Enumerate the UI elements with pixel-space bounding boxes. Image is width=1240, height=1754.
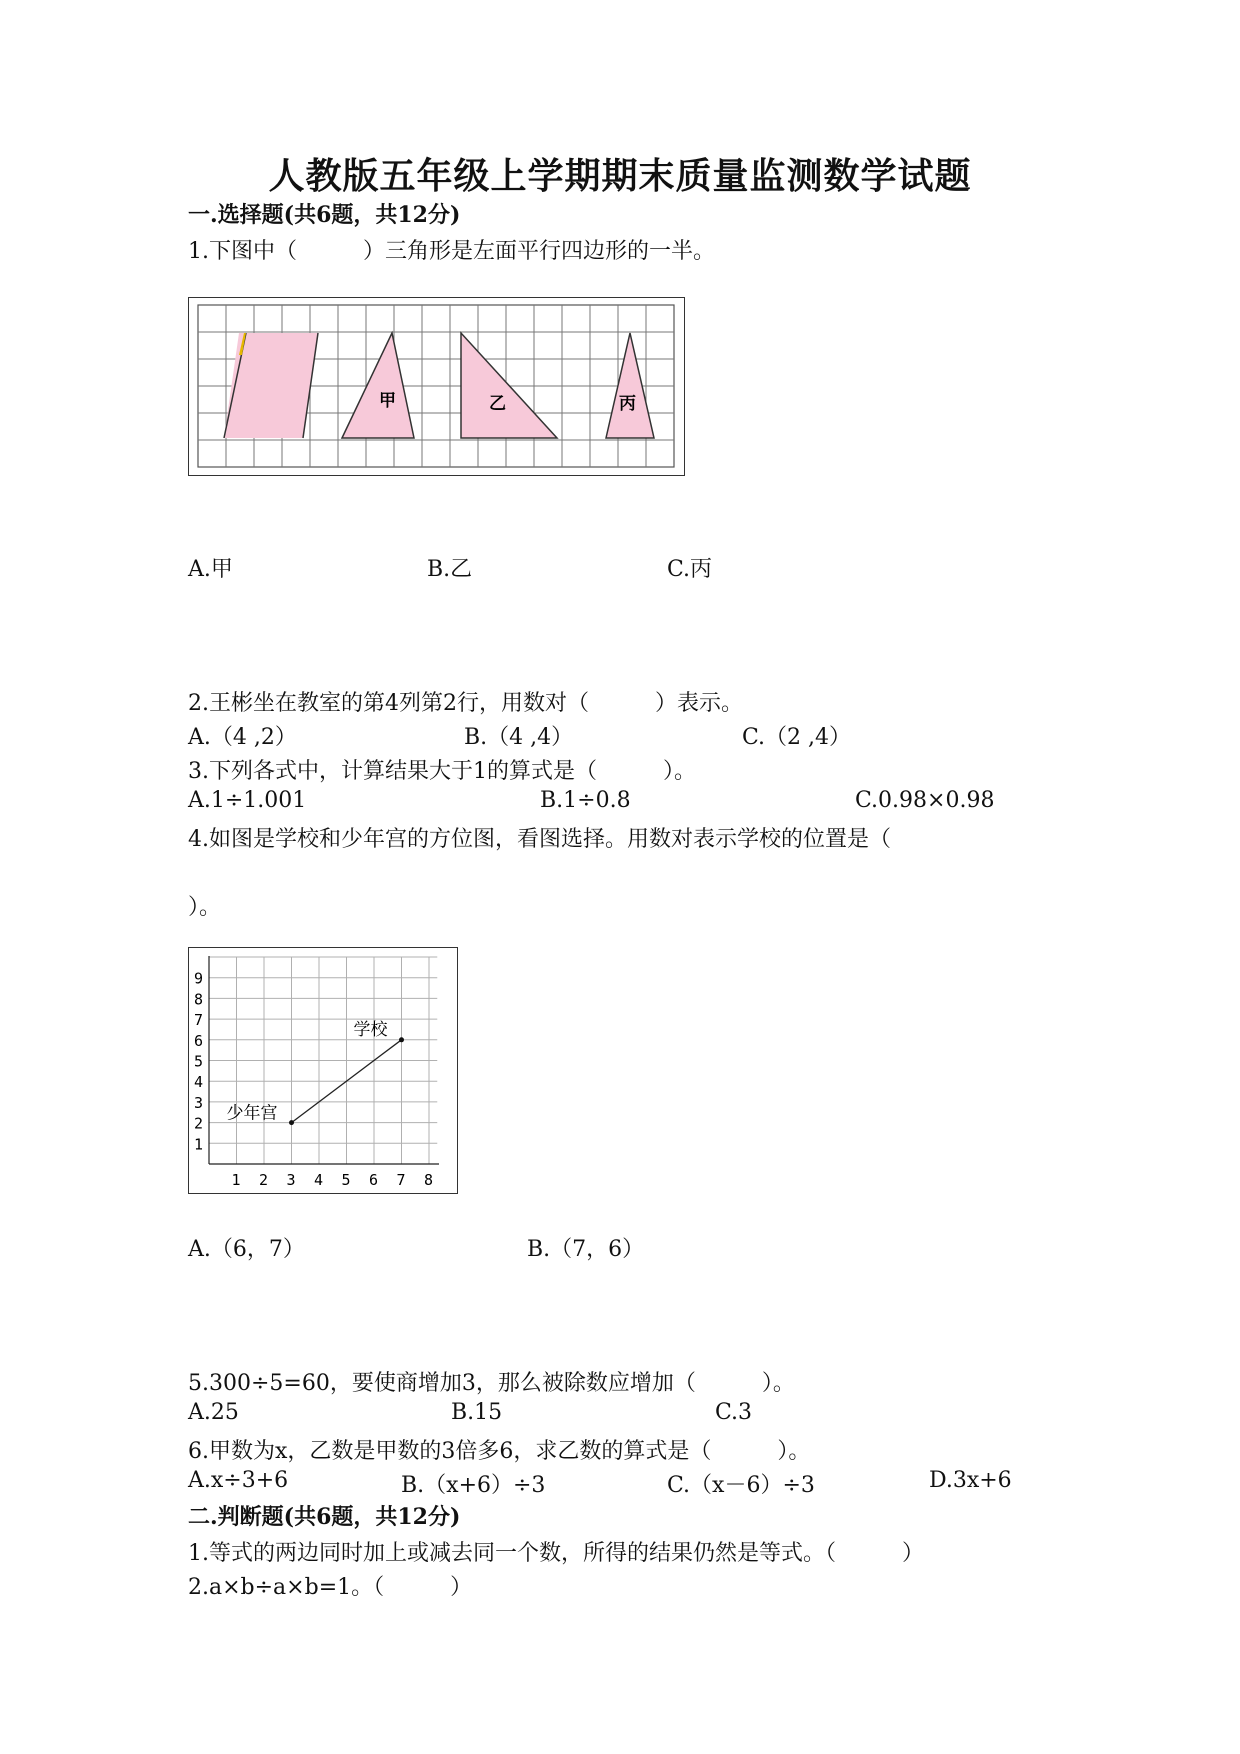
x-tick-label: 7 <box>396 1171 406 1189</box>
school-label: 学校 <box>353 1019 388 1040</box>
q3-option-a[interactable]: A.1÷1.001 <box>188 788 307 813</box>
q5-option-a[interactable]: A.25 <box>188 1400 239 1425</box>
q5-option-c[interactable]: C.3 <box>715 1400 753 1425</box>
x-tick-label: 6 <box>369 1171 379 1189</box>
question-1-text: 1.下图中（ ）三角形是左面平行四边形的一半。 <box>188 239 715 264</box>
parallelogram-shape <box>224 333 318 438</box>
x-tick-labels <box>232 1171 434 1189</box>
y-tick-label: 9 <box>194 969 204 988</box>
y-tick-label: 3 <box>194 1093 204 1112</box>
question-4-text: 4.如图是学校和少年宫的方位图，看图选择。用数对表示学校的位置是（ <box>188 827 891 852</box>
palace-label: 少年宫 <box>226 1103 278 1124</box>
page-title: 人教版五年级上学期期末质量监测数学试题 <box>268 155 972 197</box>
q4-option-b[interactable]: B.（7，6） <box>527 1237 645 1262</box>
x-tick-label: 3 <box>286 1171 296 1189</box>
q6-option-b[interactable]: B.（x+6）÷3 <box>401 1473 546 1498</box>
x-tick-label: 1 <box>231 1171 241 1189</box>
q2-option-b[interactable]: B.（4 ,4） <box>464 725 574 750</box>
question-4-text-cont: ）。 <box>188 895 222 920</box>
q3-option-c[interactable]: C.0.98×0.98 <box>855 788 995 813</box>
q6-option-d[interactable]: D.3x+6 <box>929 1468 1012 1493</box>
q4-coordinate-svg <box>189 948 456 1192</box>
q4-option-a[interactable]: A.（6，7） <box>188 1237 305 1262</box>
section-heading-choice: 一.选择题(共6题，共12分) <box>188 202 461 228</box>
label-bing: 丙 <box>619 394 636 414</box>
label-yi: 乙 <box>489 394 506 414</box>
judgement-1-text: 1.等式的两边同时加上或减去同一个数，所得的结果仍然是等式。（ ） <box>188 1541 924 1566</box>
y-tick-labels <box>194 970 203 1154</box>
x-tick-label: 5 <box>341 1171 351 1189</box>
question-6-text: 6.甲数为x，乙数是甲数的3倍多6，求乙数的算式是（ ）。 <box>188 1439 811 1464</box>
school-point <box>399 1037 404 1042</box>
y-tick-label: 6 <box>194 1031 204 1050</box>
x-tick-label: 2 <box>259 1171 269 1189</box>
q1-option-c[interactable]: C.丙 <box>667 557 713 582</box>
y-tick-label: 4 <box>194 1073 204 1092</box>
x-tick-label: 4 <box>314 1171 324 1189</box>
q6-option-a[interactable]: A.x÷3+6 <box>188 1468 289 1493</box>
q5-option-b[interactable]: B.15 <box>451 1400 503 1425</box>
q2-option-a[interactable]: A.（4 ,2） <box>188 725 297 750</box>
x-tick-label: 8 <box>424 1171 434 1189</box>
q6-option-c[interactable]: C.（x－6）÷3 <box>667 1473 815 1498</box>
judgement-2-text: 2.a×b÷a×b=1。（ ） <box>188 1575 473 1600</box>
q1-grid-figure <box>188 297 685 476</box>
y-tick-label: 2 <box>194 1114 204 1133</box>
q1-option-b[interactable]: B.乙 <box>427 557 473 582</box>
question-2-text: 2.王彬坐在教室的第4列第2行，用数对（ ）表示。 <box>188 691 743 716</box>
label-jia: 甲 <box>379 391 396 411</box>
y-tick-label: 7 <box>194 1011 204 1030</box>
q1-option-a[interactable]: A.甲 <box>188 557 233 582</box>
q1-grid-svg <box>189 298 683 474</box>
section-heading-judgement: 二.判断题(共6题，共12分) <box>188 1504 461 1530</box>
q3-option-b[interactable]: B.1÷0.8 <box>540 788 631 813</box>
y-tick-label: 8 <box>194 990 204 1009</box>
y-tick-label: 5 <box>194 1052 204 1071</box>
coord-gridlines <box>209 957 437 1164</box>
q2-option-c[interactable]: C.（2 ,4） <box>742 725 852 750</box>
question-3-text: 3.下列各式中，计算结果大于1的算式是（ ）。 <box>188 759 696 784</box>
y-tick-label: 1 <box>194 1135 204 1154</box>
palace-point <box>289 1120 294 1125</box>
q4-coordinate-figure <box>188 947 458 1194</box>
question-5-text: 5.300÷5=60，要使商增加3，那么被除数应增加（ ）。 <box>188 1371 795 1396</box>
